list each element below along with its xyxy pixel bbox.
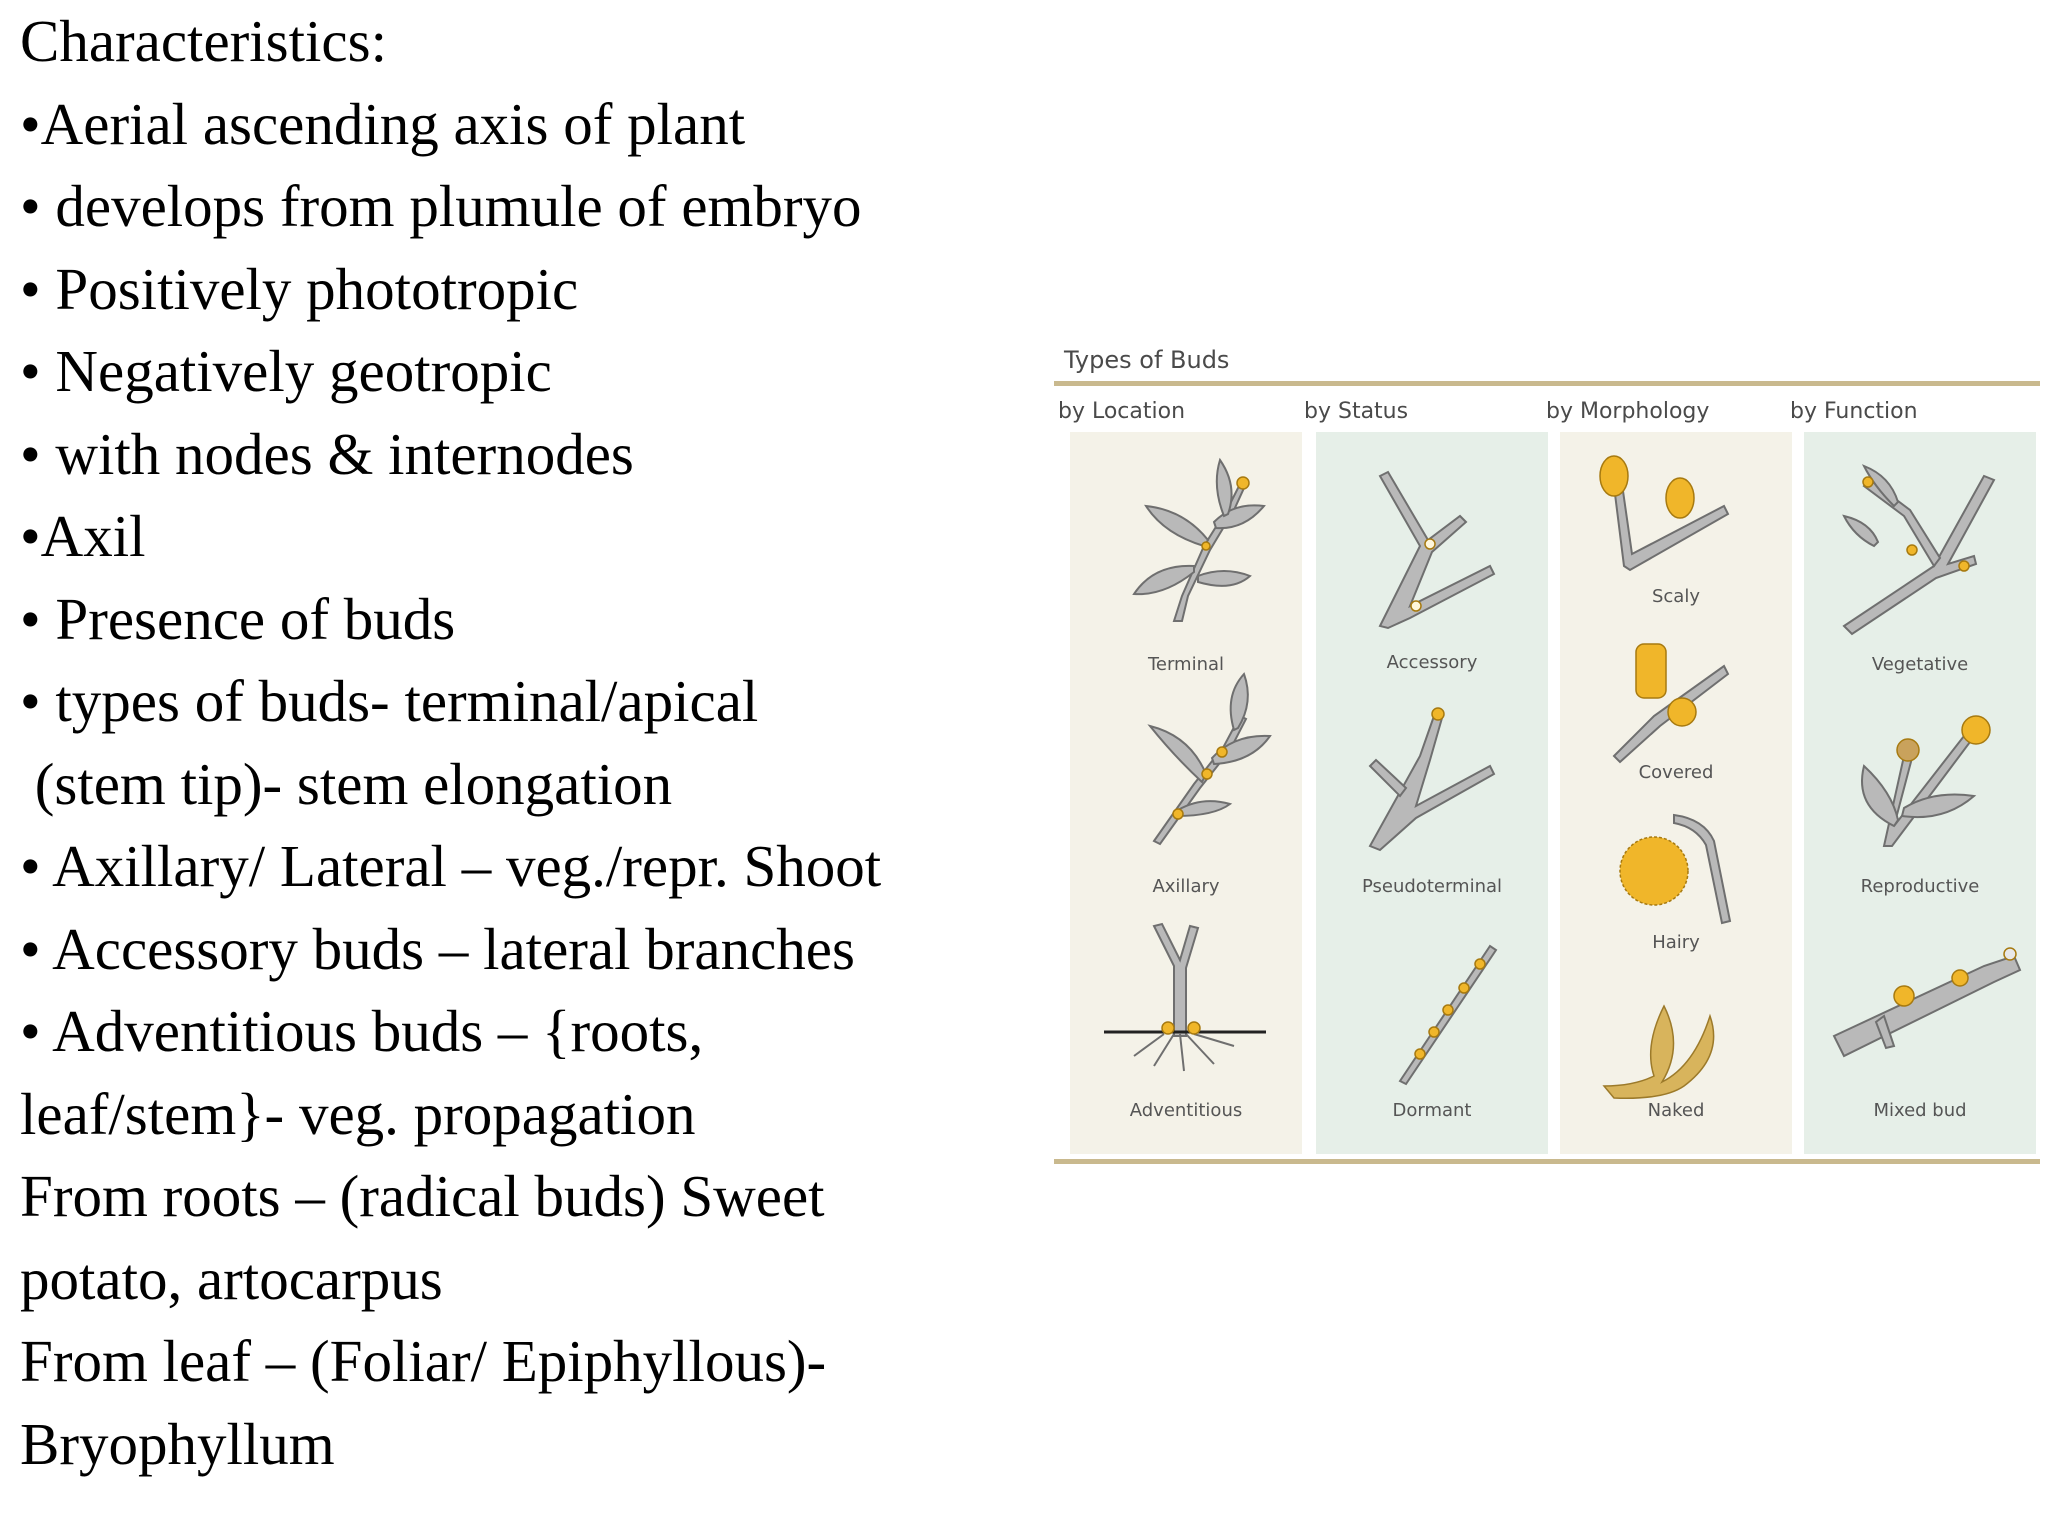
- bullet-line: • types of buds- terminal/apical: [20, 668, 759, 734]
- label-reproductive: Reproductive: [1860, 876, 1980, 897]
- bullet-line: From roots – (radical buds) Sweet: [20, 1163, 825, 1229]
- bullet-line: (stem tip)- stem elongation: [20, 750, 673, 817]
- bullet-line: • develops from plumule of embryo: [20, 173, 862, 239]
- reproductive-bud-illustration: [1824, 696, 2024, 856]
- hairy-bud-illustration: [1584, 801, 1764, 941]
- bullet-line: •Aerial ascending axis of plant: [20, 90, 746, 157]
- label-covered: Covered: [1638, 762, 1714, 783]
- column-heading-morphology: by Morphology: [1546, 399, 1710, 424]
- label-pseudoterminal: Pseudoterminal: [1361, 876, 1503, 897]
- label-scaly: Scaly: [1651, 586, 1700, 607]
- types-of-buds-figure: [1054, 336, 2040, 1174]
- label-vegetative: Vegetative: [1871, 654, 1969, 675]
- terminal-bud-illustration: [1094, 446, 1274, 626]
- label-naked: Naked: [1647, 1100, 1705, 1121]
- dormant-bud-illustration: [1340, 906, 1520, 1086]
- bullet-line: • Presence of buds: [20, 585, 456, 652]
- label-terminal: Terminal: [1147, 654, 1225, 675]
- column-heading-location: by Location: [1058, 399, 1186, 424]
- covered-bud-illustration: [1584, 626, 1764, 766]
- bullet-line: From leaf – (Foliar/ Epiphyllous)-: [20, 1328, 827, 1394]
- axillary-bud-illustration: [1094, 666, 1274, 846]
- adventitious-bud-illustration: [1094, 916, 1274, 1076]
- bullet-line: • with nodes & internodes: [20, 420, 634, 487]
- label-axillary: Axillary: [1152, 876, 1220, 897]
- bullet-line: • Accessory buds – lateral branches: [20, 915, 855, 982]
- label-dormant: Dormant: [1392, 1100, 1472, 1121]
- bullet-line: leaf/stem}- veg. propagation: [20, 1080, 696, 1147]
- bullet-line: • Positively phototropic: [20, 255, 579, 322]
- pseudoterminal-bud-illustration: [1340, 676, 1520, 856]
- column-heading-function: by Function: [1790, 399, 1918, 424]
- label-hairy: Hairy: [1652, 932, 1700, 953]
- mixed-bud-illustration: [1824, 926, 2024, 1076]
- bullet-line: •Axil: [20, 503, 146, 569]
- bullet-line: • Negatively geotropic: [20, 338, 552, 404]
- label-adventitious: Adventitious: [1129, 1100, 1243, 1121]
- bullet-line: • Axillary/ Lateral – veg./repr. Shoot: [20, 833, 882, 899]
- label-accessory: Accessory: [1386, 652, 1478, 673]
- bullet-line: potato, artocarpus: [20, 1245, 443, 1312]
- bullet-line: • Adventitious buds – {roots,: [20, 998, 704, 1064]
- figure-bottom-rule: [1054, 1159, 2040, 1164]
- column-heading-status: by Status: [1304, 399, 1409, 424]
- scaly-bud-illustration: [1584, 446, 1764, 586]
- bullet-line: Bryophyllum: [20, 1410, 335, 1477]
- heading-characteristics: Characteristics:: [20, 8, 387, 74]
- vegetative-bud-illustration: [1824, 446, 2024, 636]
- slide-text: [20, 0, 1040, 1485]
- figure-top-rule: [1054, 381, 2040, 386]
- figure-title: Types of Buds: [1064, 346, 1230, 374]
- accessory-bud-illustration: [1340, 456, 1520, 636]
- label-mixed-bud: Mixed bud: [1873, 1100, 1967, 1121]
